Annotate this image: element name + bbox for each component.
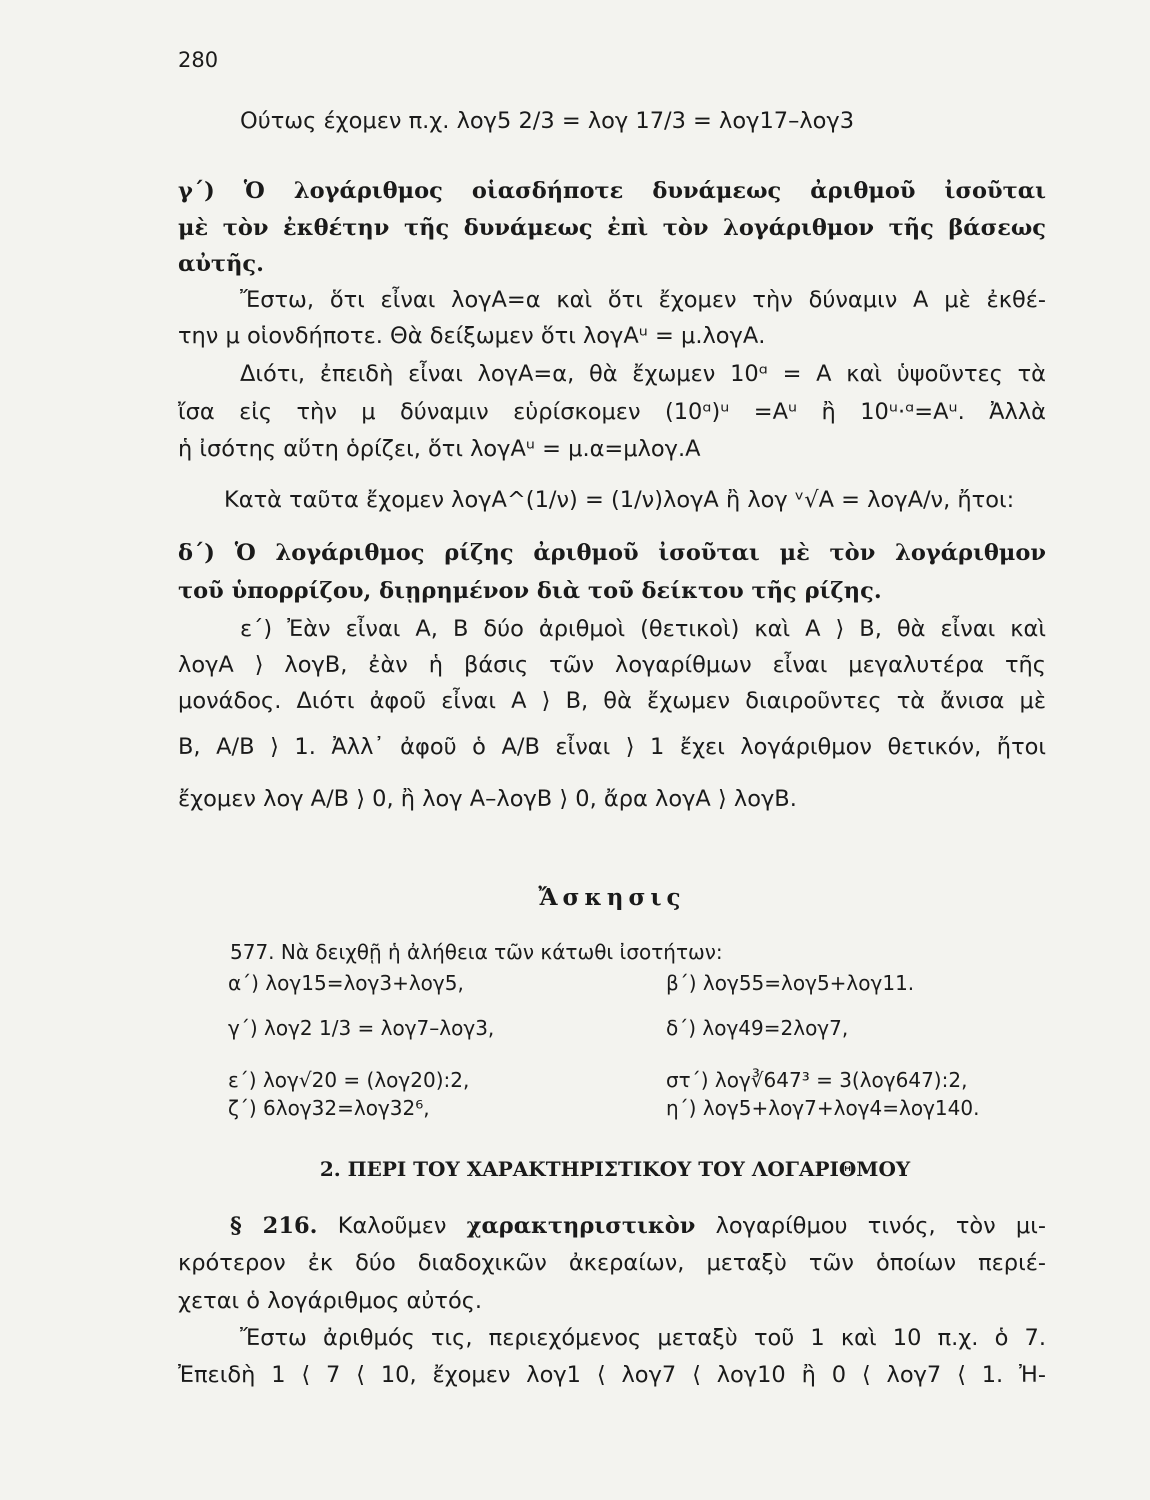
rule-epsilon-line-1: ε΄) Ἐὰν εἶναι Α, Β δύο ἀριθμοὶ (θετικοὶ) καὶ Α ⟩ Β, θὰ εἶναι καὶ bbox=[240, 616, 1046, 642]
para-216-text-b: λογαρίθμου τινός, τὸν μι- bbox=[715, 1213, 1046, 1239]
para-216-line-5: Ἐπειδὴ 1 ⟨ 7 ⟨ 10, ἔχομεν λογ1 ⟨ λογ7 ⟨ λογ10 ἢ 0 ⟨ λογ7 ⟨ 1. Ἠ- bbox=[178, 1362, 1046, 1388]
example-formula-line: Ούτως έχομεν π.χ. λογ5 2/3 = λογ 17/3 = λογ17–λογ3 bbox=[240, 108, 855, 134]
rule-epsilon-line-3: μονάδος. Διότι ἀφοῦ εἶναι Α ⟩ Β, θὰ ἔχωμεν διαιροῦντες τὰ ἄνισα μὲ bbox=[178, 688, 1046, 714]
exercise-item-h: η΄) λογ5+λογ7+λογ4=λογ140. bbox=[666, 1096, 980, 1120]
term-characteristic: χαρακτηριστικὸν bbox=[466, 1213, 696, 1239]
rule-epsilon-line-4: Β, Α/Β ⟩ 1. Ἀλλ᾽ ἀφοῦ ὁ Α/Β εἶναι ⟩ 1 ἔχει λογάριθμον θετικόν, ἤτοι bbox=[178, 734, 1046, 760]
para-216-line-3: χεται ὁ λογάριθμος αὐτός. bbox=[178, 1288, 483, 1314]
rule-gamma-title-cont: μὲ τὸν ἐκθέτην τῆς δυνάμεως ἐπὶ τὸν λογάριθμον τῆς βάσεως bbox=[178, 215, 1046, 241]
proof-line-5: ἡ ἰσότης αὕτη ὁρίζει, ὅτι λογΑᵘ = μ.α=μλογ.Α bbox=[178, 436, 701, 462]
exercise-item-c: γ΄) λογ2 1/3 = λογ7–λογ3, bbox=[228, 1016, 495, 1040]
rule-gamma-title-end: αὐτῆς. bbox=[178, 251, 264, 277]
proof-line-4: ἴσα εἰς τὴν μ δύναμιν εὑρίσκομεν (10ᵅ)ᵘ =Αᵘ ἢ 10ᵘ·ᵅ=Αᵘ. Ἀλλὰ bbox=[178, 399, 1046, 425]
rule-gamma-title: γ΄) Ὁ λογάριθμος οἱασδήποτε δυνάμεως ἀριθμοῦ ἰσοῦται bbox=[178, 178, 1046, 204]
section-heading: 2. ΠΕΡΙ ΤΟΥ ΧΑΡΑΚΤΗΡΙΣΤΙΚΟΥ ΤΟΥ ΛΟΓΑΡΙΘΜΟΥ bbox=[319, 1157, 911, 1181]
section-number-216: § 216. bbox=[230, 1213, 318, 1239]
rule-delta-title-cont: τοῦ ὑπορρίζου, διῃρημένον διὰ τοῦ δείκτου τῆς ρίζης. bbox=[178, 578, 882, 604]
exercise-heading: Ἄσκησις bbox=[538, 884, 686, 911]
proof-line-2: την μ οἱονδήποτε. Θὰ δείξωμεν ὅτι λογΑᵘ = μ.λογΑ. bbox=[178, 323, 766, 349]
exercise-item-st: στ΄) λογ∛647³ = 3(λογ647):2, bbox=[666, 1068, 968, 1092]
exercise-item-e: ε΄) λογ√20 = (λογ20):2, bbox=[228, 1068, 470, 1092]
para-216-line-2: κρότερον ἐκ δύο διαδοχικῶν ἀκεραίων, μεταξὺ τῶν ὁποίων περιέ- bbox=[178, 1250, 1046, 1276]
exercise-item-z: ζ΄) 6λογ32=λογ32⁶, bbox=[228, 1096, 430, 1120]
exercise-item-a: α΄) λογ15=λογ3+λογ5, bbox=[228, 971, 464, 995]
page-number: 280 bbox=[178, 48, 219, 72]
exercise-item-b: β΄) λογ55=λογ5+λογ11. bbox=[666, 971, 915, 995]
rule-epsilon-line-2: λογΑ ⟩ λογΒ, ἐὰν ἡ βάσις τῶν λογαρίθμων εἶναι μεγαλυτέρα τῆς bbox=[178, 652, 1046, 678]
root-formula-line: Κατὰ ταῦτα ἔχομεν λογΑ^(1/ν) = (1/ν)λογΑ ἢ λογ ᵛ√Α = λογΑ/ν, ἤτοι: bbox=[224, 487, 1015, 513]
para-216-text-a: Καλοῦμεν bbox=[337, 1213, 447, 1239]
para-216-line-4: Ἔστω ἀριθμός τις, περιεχόμενος μεταξὺ τοῦ 1 καὶ 10 π.χ. ὁ 7. bbox=[240, 1325, 1046, 1351]
exercise-intro: 577. Νὰ δειχθῇ ἡ ἀλήθεια τῶν κάτωθι ἰσοτήτων: bbox=[230, 940, 723, 964]
para-216-line-1 bbox=[230, 1213, 1046, 1240]
proof-line-1: Ἔστω, ὅτι εἶναι λογΑ=α καὶ ὅτι ἔχομεν τὴν δύναμιν Α μὲ ἐκθέ- bbox=[240, 287, 1046, 313]
proof-line-3: Διότι, ἐπειδὴ εἶναι λογΑ=α, θὰ ἔχωμεν 10ᵅ = Α καὶ ὑψοῦντες τὰ bbox=[240, 361, 1046, 387]
rule-epsilon-line-5: ἔχομεν λογ Α/Β ⟩ 0, ἢ λογ Α–λογΒ ⟩ 0, ἄρα λογΑ ⟩ λογΒ. bbox=[178, 786, 797, 812]
rule-delta-title: δ΄) Ὁ λογάριθμος ρίζης ἀριθμοῦ ἰσοῦται μὲ τὸν λογάριθμον bbox=[178, 540, 1046, 566]
exercise-item-d: δ΄) λογ49=2λογ7, bbox=[666, 1016, 849, 1040]
